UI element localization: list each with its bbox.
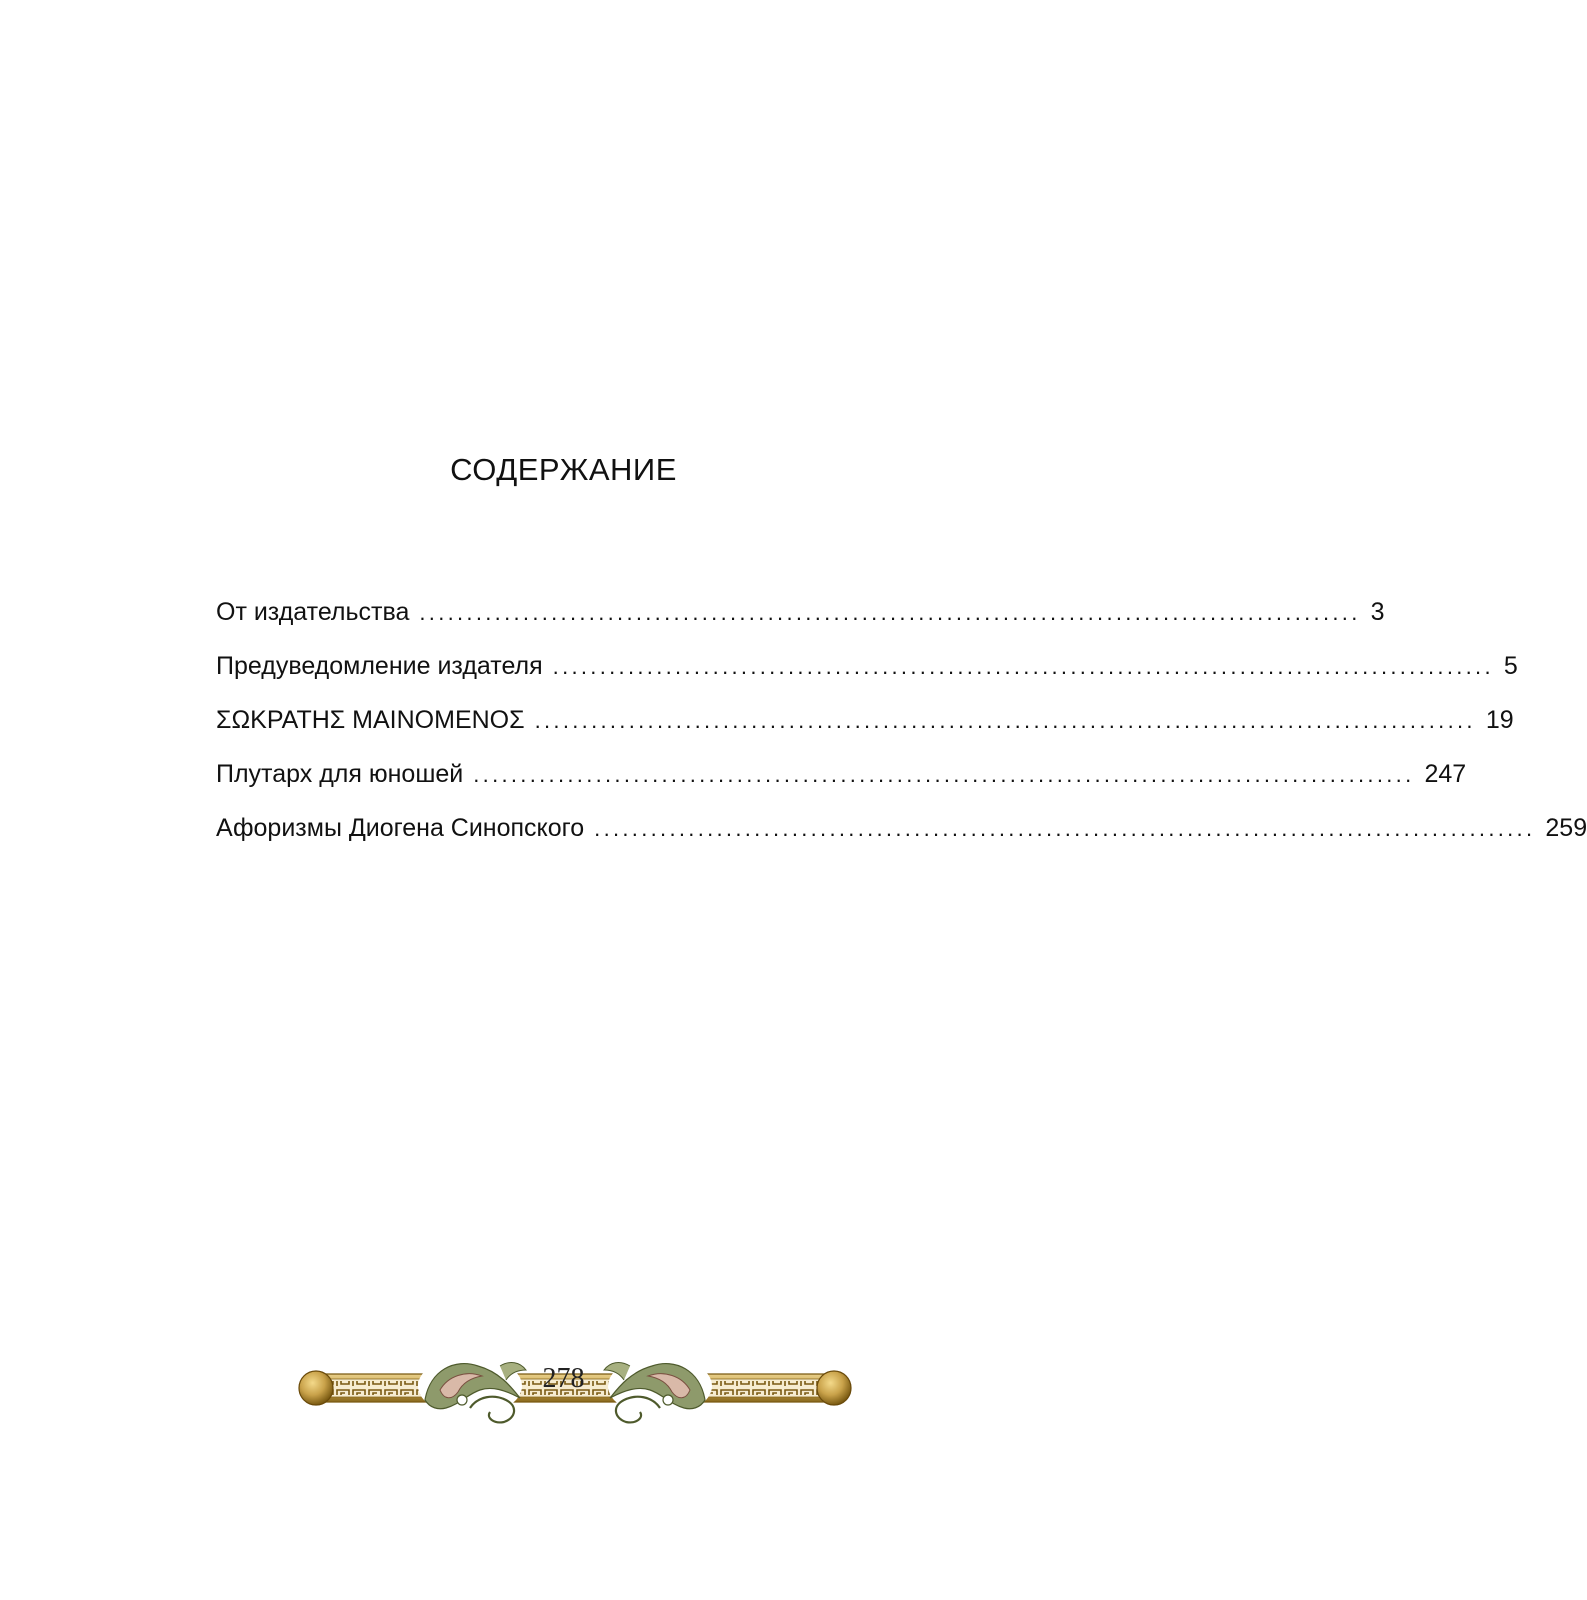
toc-entry-page: 259 bbox=[1545, 814, 1587, 842]
toc-entry-label: Плутарх для юношей bbox=[216, 760, 464, 788]
toc-leader-dots: .................................................................................................... bbox=[473, 762, 1415, 787]
toc-entry[interactable] bbox=[216, 760, 1467, 814]
toc-leader-dots: .................................................................................................... bbox=[534, 708, 1476, 733]
toc-leader-dots: .................................................................................................... bbox=[594, 816, 1536, 841]
toc-leader-dots: .................................................................................................... bbox=[552, 654, 1494, 679]
toc-entry[interactable] bbox=[216, 598, 1385, 652]
toc-entry-label: Предуведомление издателя bbox=[216, 652, 543, 680]
toc-entry-label: От издательства bbox=[216, 598, 410, 626]
page-number: 278 bbox=[542, 1363, 585, 1394]
toc-entry-page: 19 bbox=[1485, 706, 1514, 734]
toc-entry-page: 3 bbox=[1370, 598, 1385, 626]
toc-entry-label: Афоризмы Диогена Синопского bbox=[216, 814, 585, 842]
toc-entry-page: 5 bbox=[1503, 652, 1518, 680]
toc-entry-page: 247 bbox=[1424, 760, 1467, 788]
toc-leader-dots: .................................................................................................... bbox=[419, 600, 1361, 625]
toc-entry[interactable] bbox=[216, 652, 1518, 706]
toc-title: СОДЕРЖАНИЕ bbox=[450, 452, 677, 487]
table-of-contents bbox=[216, 598, 1587, 868]
toc-entry-label: ΣΩΚΡΑΤΗΣ ΜΑΙΝΟΜΕΝΟΣ bbox=[216, 706, 525, 734]
toc-entry[interactable] bbox=[216, 814, 1587, 868]
toc-entry[interactable] bbox=[216, 706, 1514, 760]
